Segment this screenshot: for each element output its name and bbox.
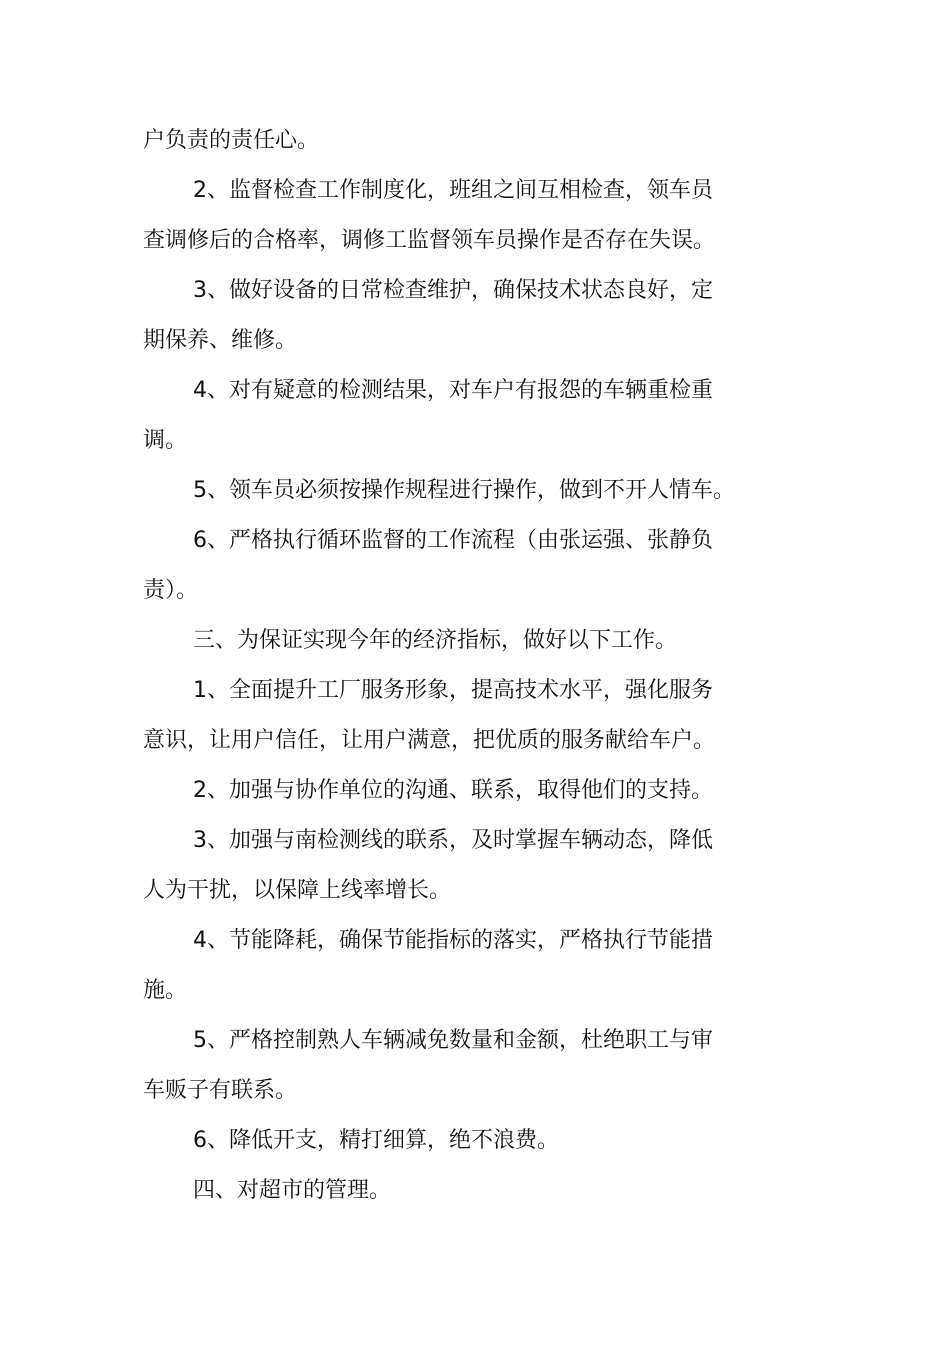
text-line: 期保养、维修。 <box>143 328 298 353</box>
text-line: 6、严格执行循环监督的工作流程（由张运强、张静负 <box>193 528 713 553</box>
text-line: 调。 <box>143 428 188 453</box>
text-line: 4、节能降耗，确保节能指标的落实，严格执行节能措 <box>193 928 713 953</box>
document-body <box>143 116 743 1216</box>
text-line: 1、全面提升工厂服务形象，提高技术水平，强化服务 <box>193 678 713 703</box>
text-line: 户负责的责任心。 <box>143 128 320 153</box>
text-line: 2、加强与协作单位的沟通、联系，取得他们的支持。 <box>193 778 713 803</box>
text-line: 4、对有疑意的检测结果，对车户有报怨的车辆重检重 <box>193 378 713 403</box>
text-line: 责）。 <box>143 578 199 603</box>
section-heading: 三、为保证实现今年的经济指标，做好以下工作。 <box>193 628 678 653</box>
text-line: 意识，让用户信任，让用户满意，把优质的服务献给车户。 <box>143 728 716 753</box>
text-line: 3、做好设备的日常检查维护，确保技术状态良好，定 <box>193 278 713 303</box>
text-line: 施。 <box>143 978 188 1003</box>
text-line: 5、严格控制熟人车辆减免数量和金额，杜绝职工与审 <box>193 1028 713 1053</box>
section-heading: 四、对超市的管理。 <box>193 1178 392 1203</box>
text-line: 2、监督检查工作制度化，班组之间互相检查，领车员 <box>193 178 713 203</box>
text-line: 车贩子有联系。 <box>143 1078 298 1103</box>
text-line: 3、加强与南检测线的联系，及时掌握车辆动态，降低 <box>193 828 713 853</box>
text-line: 5、领车员必须按操作规程进行操作，做到不开人情车。 <box>193 478 735 503</box>
text-line: 人为干扰，以保障上线率增长。 <box>143 878 452 903</box>
text-line: 查调修后的合格率，调修工监督领车员操作是否存在失误。 <box>143 228 716 253</box>
text-line: 6、降低开支，精打细算，绝不浪费。 <box>193 1128 559 1153</box>
